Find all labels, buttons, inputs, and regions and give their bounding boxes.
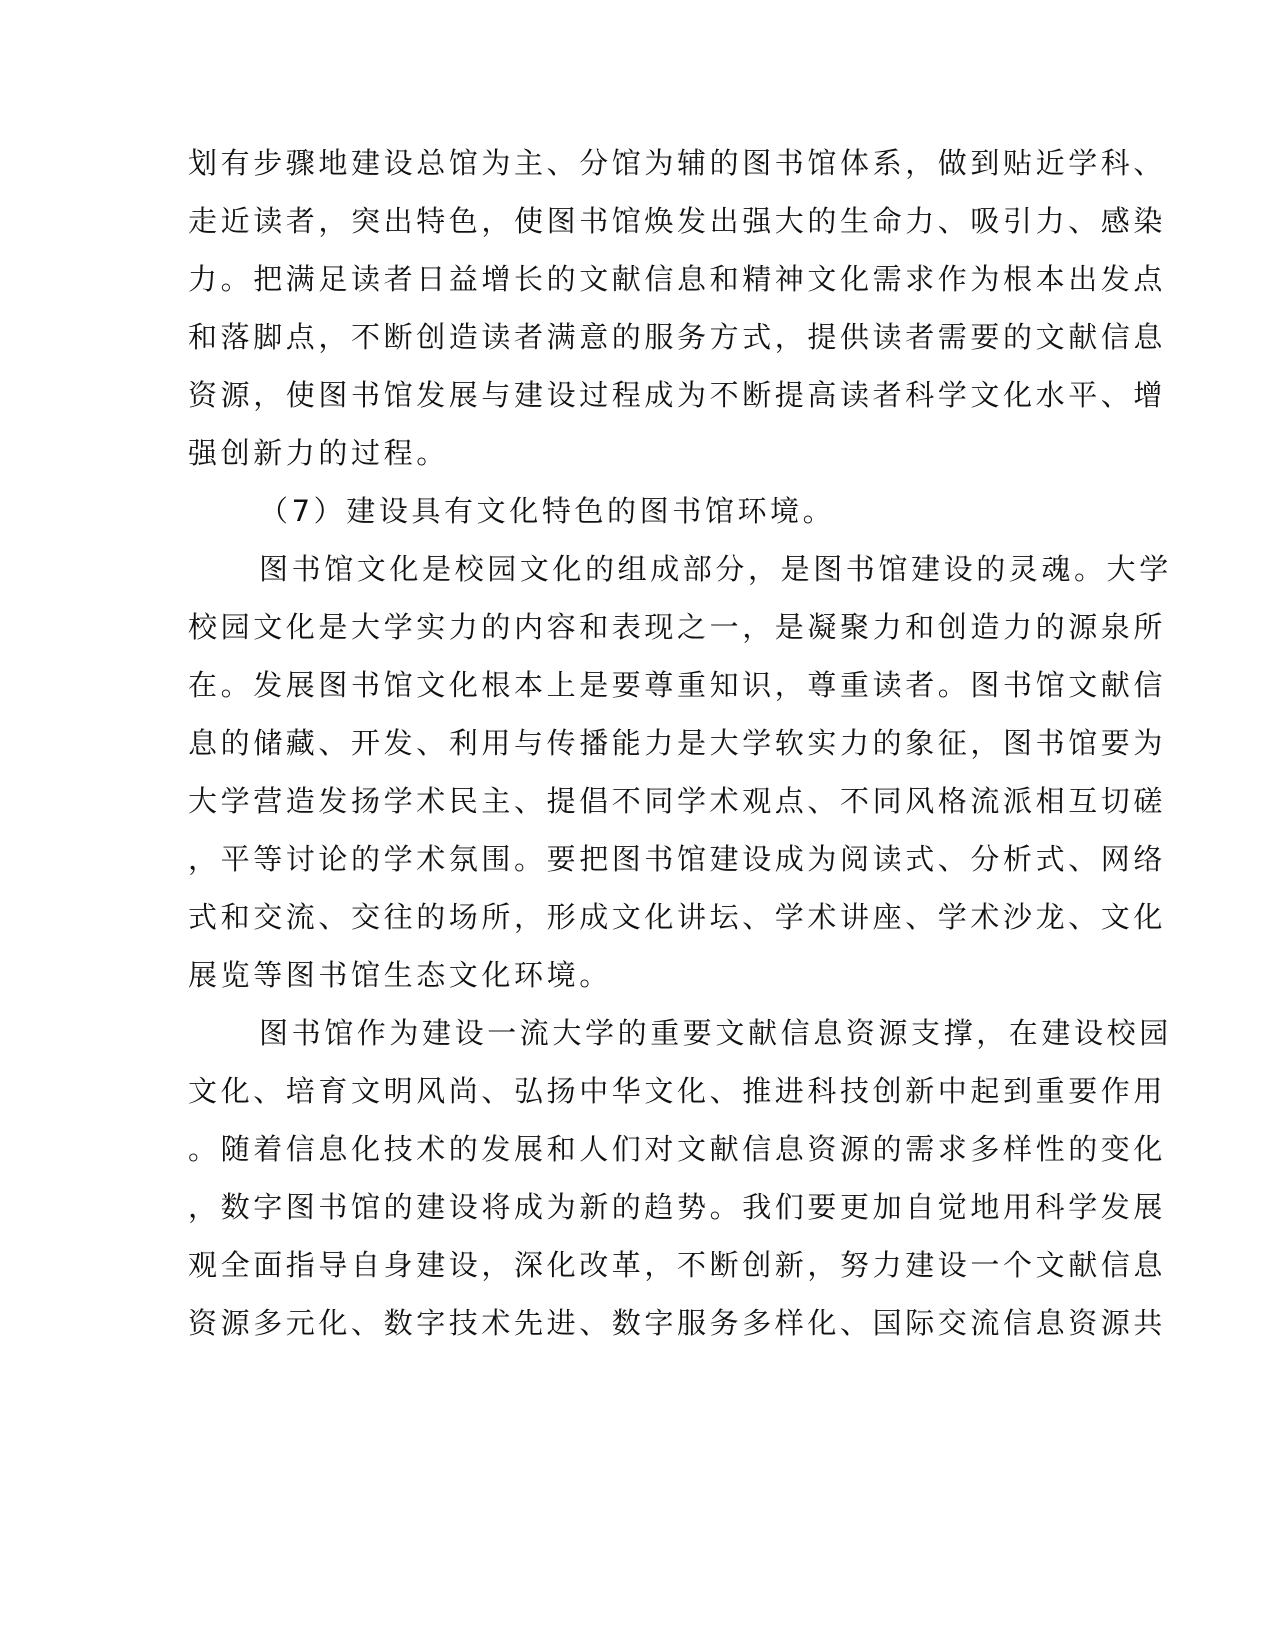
text-line: ，平等讨论的学术氛围。要把图书馆建设成为阅读式、分析式、网络 <box>188 842 1167 876</box>
section-heading: （7）建设具有文化特色的图书馆环境。 <box>259 494 836 528</box>
text-line: 划有步骤地建设总馆为主、分馆为辅的图书馆体系，做到贴近学科、 <box>188 146 1167 180</box>
text-line: 在。发展图书馆文化根本上是要尊重知识，尊重读者。图书馆文献信 <box>188 668 1167 702</box>
text-line: 资源，使图书馆发展与建设过程成为不断提高读者科学文化水平、增 <box>188 378 1167 412</box>
text-line: ，数字图书馆的建设将成为新的趋势。我们要更加自觉地用科学发展 <box>188 1190 1167 1224</box>
text-line: 展览等图书馆生态文化环境。 <box>188 958 612 992</box>
text-line: 资源多元化、数字技术先进、数字服务多样化、国际交流信息资源共 <box>188 1306 1167 1340</box>
text-line: 大学营造发扬学术民主、提倡不同学术观点、不同风格流派相互切磋 <box>188 784 1167 818</box>
text-line: 观全面指导自身建设，深化改革，不断创新，努力建设一个文献信息 <box>188 1248 1167 1282</box>
text-line: 。随着信息化技术的发展和人们对文献信息资源的需求多样性的变化 <box>188 1132 1167 1166</box>
text-line: 力。把满足读者日益增长的文献信息和精神文化需求作为根本出发点 <box>188 262 1167 296</box>
text-line: 强创新力的过程。 <box>188 436 449 470</box>
text-line: 式和交流、交往的场所，形成文化讲坛、学术讲座、学术沙龙、文化 <box>188 900 1167 934</box>
text-line: 校园文化是大学实力的内容和表现之一，是凝聚力和创造力的源泉所 <box>188 610 1167 644</box>
text-line: 息的储藏、开发、利用与传播能力是大学软实力的象征，图书馆要为 <box>188 726 1167 760</box>
text-line: 和落脚点，不断创造读者满意的服务方式，提供读者需要的文献信息 <box>188 320 1167 354</box>
text-line: 图书馆作为建设一流大学的重要文献信息资源支撑，在建设校园 <box>259 1016 1172 1050</box>
text-line: 文化、培育文明风尚、弘扬中华文化、推进科技创新中起到重要作用 <box>188 1074 1167 1108</box>
body-text <box>188 134 1172 1352</box>
text-line: 图书馆文化是校园文化的组成部分，是图书馆建设的灵魂。大学 <box>259 552 1172 586</box>
text-line: 走近读者，突出特色，使图书馆焕发出强大的生命力、吸引力、感染 <box>188 204 1167 238</box>
